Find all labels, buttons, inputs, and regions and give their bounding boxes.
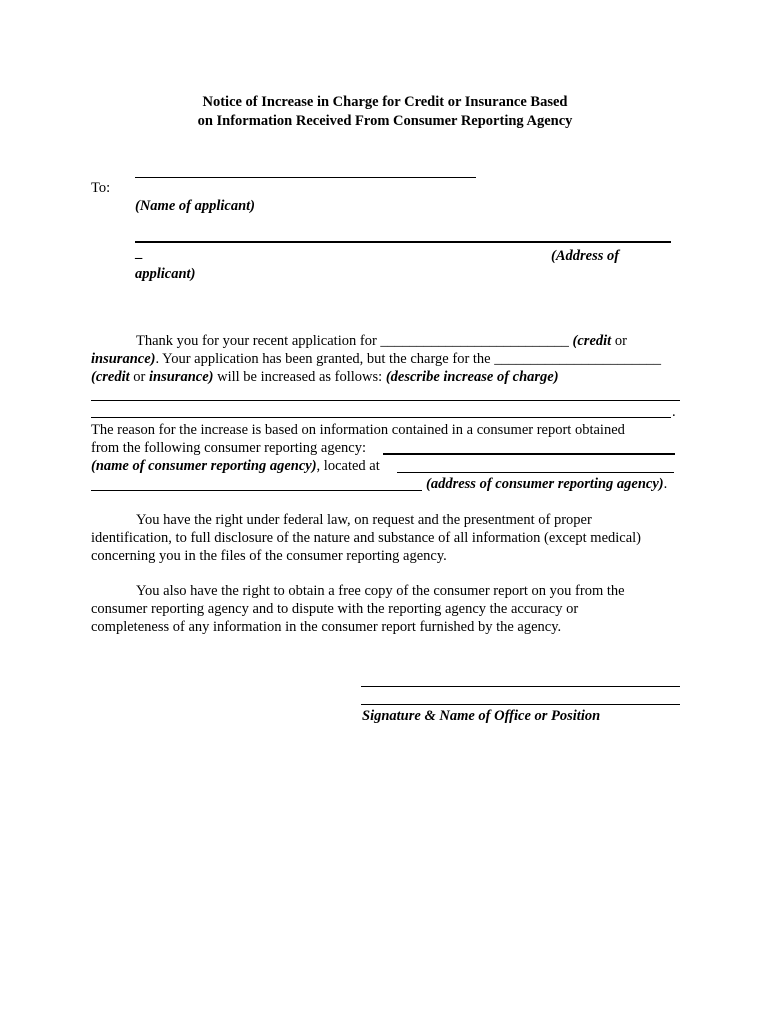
applicant-address-line [135, 241, 671, 243]
para1-line3 [91, 368, 559, 386]
para1-line1-text: Thank you for your recent application for __________________________ [136, 333, 569, 349]
address-of-label: (Address of [551, 248, 620, 264]
name-of-agency-label: (name of consumer reporting agency) [91, 458, 317, 474]
para2-line3: concerning you in the files of the consumer reporting agency. [91, 548, 447, 564]
para3-line2: consumer reporting agency and to dispute with the reporting agency the accuracy or [91, 601, 579, 617]
or-label: or [133, 369, 146, 385]
para2-line1: You have the right under federal law, on request and the presentment of proper [136, 512, 592, 528]
para3-line1: You also have the right to obtain a free copy of the consumer report on you from the [136, 583, 625, 599]
name-of-applicant-label: (Name of applicant) [135, 198, 256, 214]
signature-line-2 [361, 704, 680, 705]
para1-line7: from the following consumer reporting agency: [91, 440, 367, 456]
para1-line3-text: will be increased as follows: [217, 369, 383, 385]
para1-line6: The reason for the increase is based on information contained in a consumer report obtained [91, 422, 625, 438]
increase-blank-line-1 [91, 400, 680, 401]
para1-line2-text: . Your application has been granted, but the charge for the _______________________ [155, 351, 661, 367]
para3-line3: completeness of any information in the consumer report furnished by the agency. [91, 619, 562, 635]
signature-line-1 [361, 686, 680, 687]
signature-label: Signature & Name of Office or Position [362, 708, 601, 724]
credit-label: (credit [91, 369, 130, 385]
agency-address-line-1 [397, 472, 674, 473]
para1-line8 [91, 457, 380, 475]
agency-name-line [383, 453, 675, 455]
applicant-label: applicant) [135, 266, 196, 282]
located-at-text: , located at [316, 458, 380, 474]
para1-line9-period: . [663, 476, 668, 492]
insurance-label: insurance) [149, 369, 214, 385]
credit-label: (credit [572, 333, 612, 349]
applicant-name-line [135, 177, 476, 178]
increase-period: . [672, 404, 676, 420]
para2-line2: identification, to full disclosure of the nature and substance of all information (except medical) [91, 530, 642, 546]
or-label: or [614, 333, 627, 349]
increase-blank-line-2 [91, 417, 671, 418]
describe-increase-label: (describe increase of charge) [385, 369, 559, 385]
agency-address-line-2 [91, 490, 422, 491]
to-label: To: [91, 180, 111, 196]
insurance-label: insurance) [91, 351, 156, 367]
address-of-agency-label: (address of consumer reporting agency) [426, 476, 664, 492]
title-line-2: on Information Received From Consumer Reporting Agency [197, 113, 573, 129]
para1-line2 [91, 350, 661, 368]
para1-line1 [136, 332, 627, 350]
para1-line9 [426, 475, 667, 493]
title-line-1: Notice of Increase in Charge for Credit or Insurance Based [202, 94, 568, 110]
address-underscore: _ [135, 245, 143, 261]
